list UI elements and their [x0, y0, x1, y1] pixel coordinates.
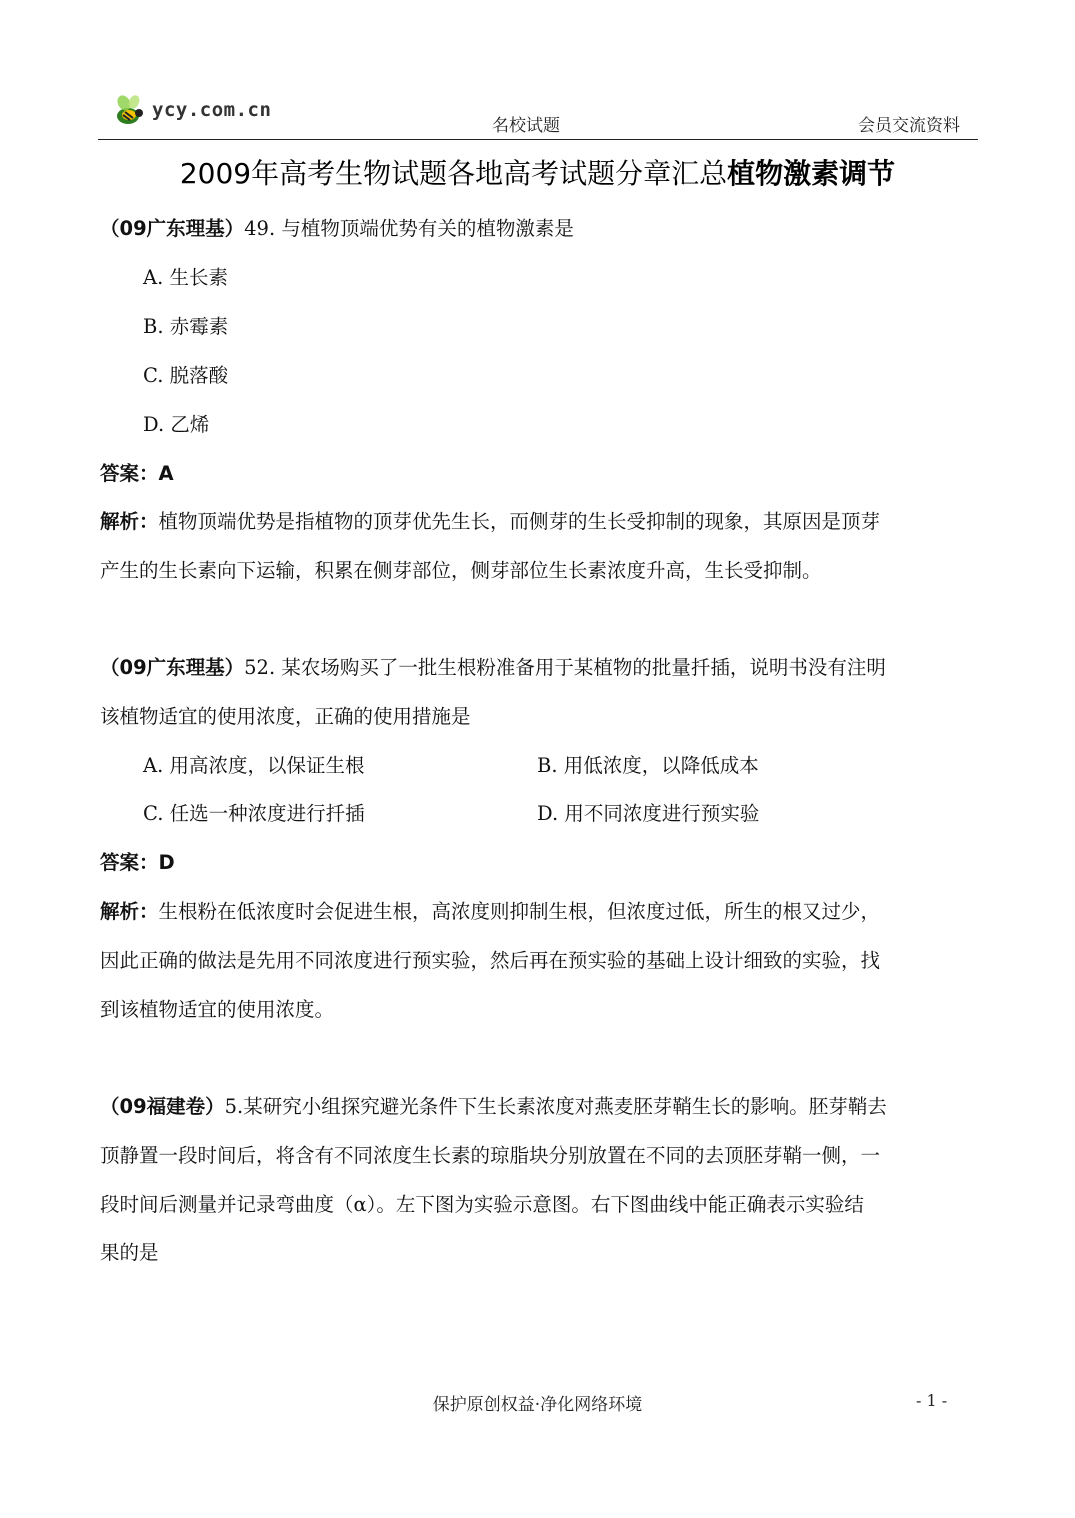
q1-answer — [100, 460, 980, 488]
page-header — [98, 84, 978, 140]
q2-stem-line-2: 该植物适宜的使用浓度，正确的使用措施是 — [100, 705, 471, 728]
q2-analysis-line-1 — [100, 898, 980, 926]
q2-source: （09广东理基） — [100, 656, 245, 679]
footer-slogan: 保护原创权益·净化网络环境 — [432, 1395, 643, 1415]
q1-source: （09广东理基） — [100, 217, 245, 240]
q1-answer-value: A — [158, 462, 174, 485]
q2-option-a: A. 用高浓度，以保证生根 — [143, 754, 365, 777]
q2-analysis-line-3: 到该植物适宜的使用浓度。 — [100, 998, 335, 1021]
q2-analysis-label: 解析： — [100, 900, 159, 923]
document-title — [0, 152, 1075, 192]
q2-stem-text-1: 52. 某农场购买了一批生根粉准备用于某植物的批量扦插，说明书没有注明 — [244, 656, 886, 679]
q3-stem-line-1 — [100, 1093, 980, 1121]
q3-stem-line-4: 果的是 — [100, 1241, 159, 1264]
q2-option-c: C. 任选一种浓度进行扦插 — [143, 802, 365, 825]
q2-option-b: B. 用低浓度，以降低成本 — [537, 754, 759, 777]
q1-analysis-label: 解析： — [100, 510, 159, 533]
q3-stem-text-1: 5.某研究小组探究避光条件下生长素浓度对燕麦胚芽鞘生长的影响。胚芽鞘去 — [224, 1095, 887, 1118]
q1-analysis-text-1: 植物顶端优势是指植物的顶芽优先生长，而侧芽的生长受抑制的现象，其原因是顶芽 — [158, 510, 881, 533]
q1-option-d: D. 乙烯 — [143, 413, 210, 436]
q1-stem — [100, 215, 980, 243]
site-logo[interactable] — [112, 90, 271, 130]
q3-source: （09福建卷） — [100, 1095, 225, 1118]
header-center-text: 名校试题 — [492, 116, 560, 136]
q1-answer-label: 答案： — [100, 462, 159, 485]
header-right-text: 会员交流资料 — [858, 116, 960, 136]
q2-answer — [100, 849, 980, 877]
q2-answer-value: D — [158, 851, 175, 874]
q1-stem-text: 49. 与植物顶端优势有关的植物激素是 — [244, 217, 574, 240]
q1-analysis-line-1 — [100, 508, 980, 536]
q1-option-b: B. 赤霉素 — [143, 315, 229, 338]
q3-stem-line-3: 段时间后测量并记录弯曲度（α）。左下图为实验示意图。右下图曲线中能正确表示实验结 — [100, 1193, 864, 1216]
q2-analysis-line-2: 因此正确的做法是先用不同浓度进行预实验，然后再在预实验的基础上设计细致的实验，找 — [100, 949, 881, 972]
q1-analysis-line-2: 产生的生长素向下运输，积累在侧芽部位，侧芽部位生长素浓度升高，生长受抑制。 — [100, 559, 822, 582]
q3-stem-line-2: 顶静置一段时间后，将含有不同浓度生长素的琼脂块分别放置在不同的去顶胚芽鞘一侧，一 — [100, 1144, 881, 1167]
bee-logo-icon — [112, 92, 148, 128]
logo-text: ycy.com.cn — [152, 99, 272, 121]
title-topic: 植物激素调节 — [727, 157, 896, 190]
q1-option-c: C. 脱落酸 — [143, 364, 229, 387]
q2-option-d: D. 用不同浓度进行预实验 — [537, 802, 760, 825]
title-main: 2009年高考生物试题各地高考试题分章汇总 — [179, 157, 728, 190]
page-number: - 1 - — [916, 1391, 948, 1410]
q2-analysis-text-1: 生根粉在低浓度时会促进生根，高浓度则抑制生根，但浓度过低，所生的根又过少， — [158, 900, 881, 923]
q2-stem-line-1 — [100, 654, 980, 682]
q1-option-a: A. 生长素 — [143, 266, 228, 289]
q2-answer-label: 答案： — [100, 851, 159, 874]
